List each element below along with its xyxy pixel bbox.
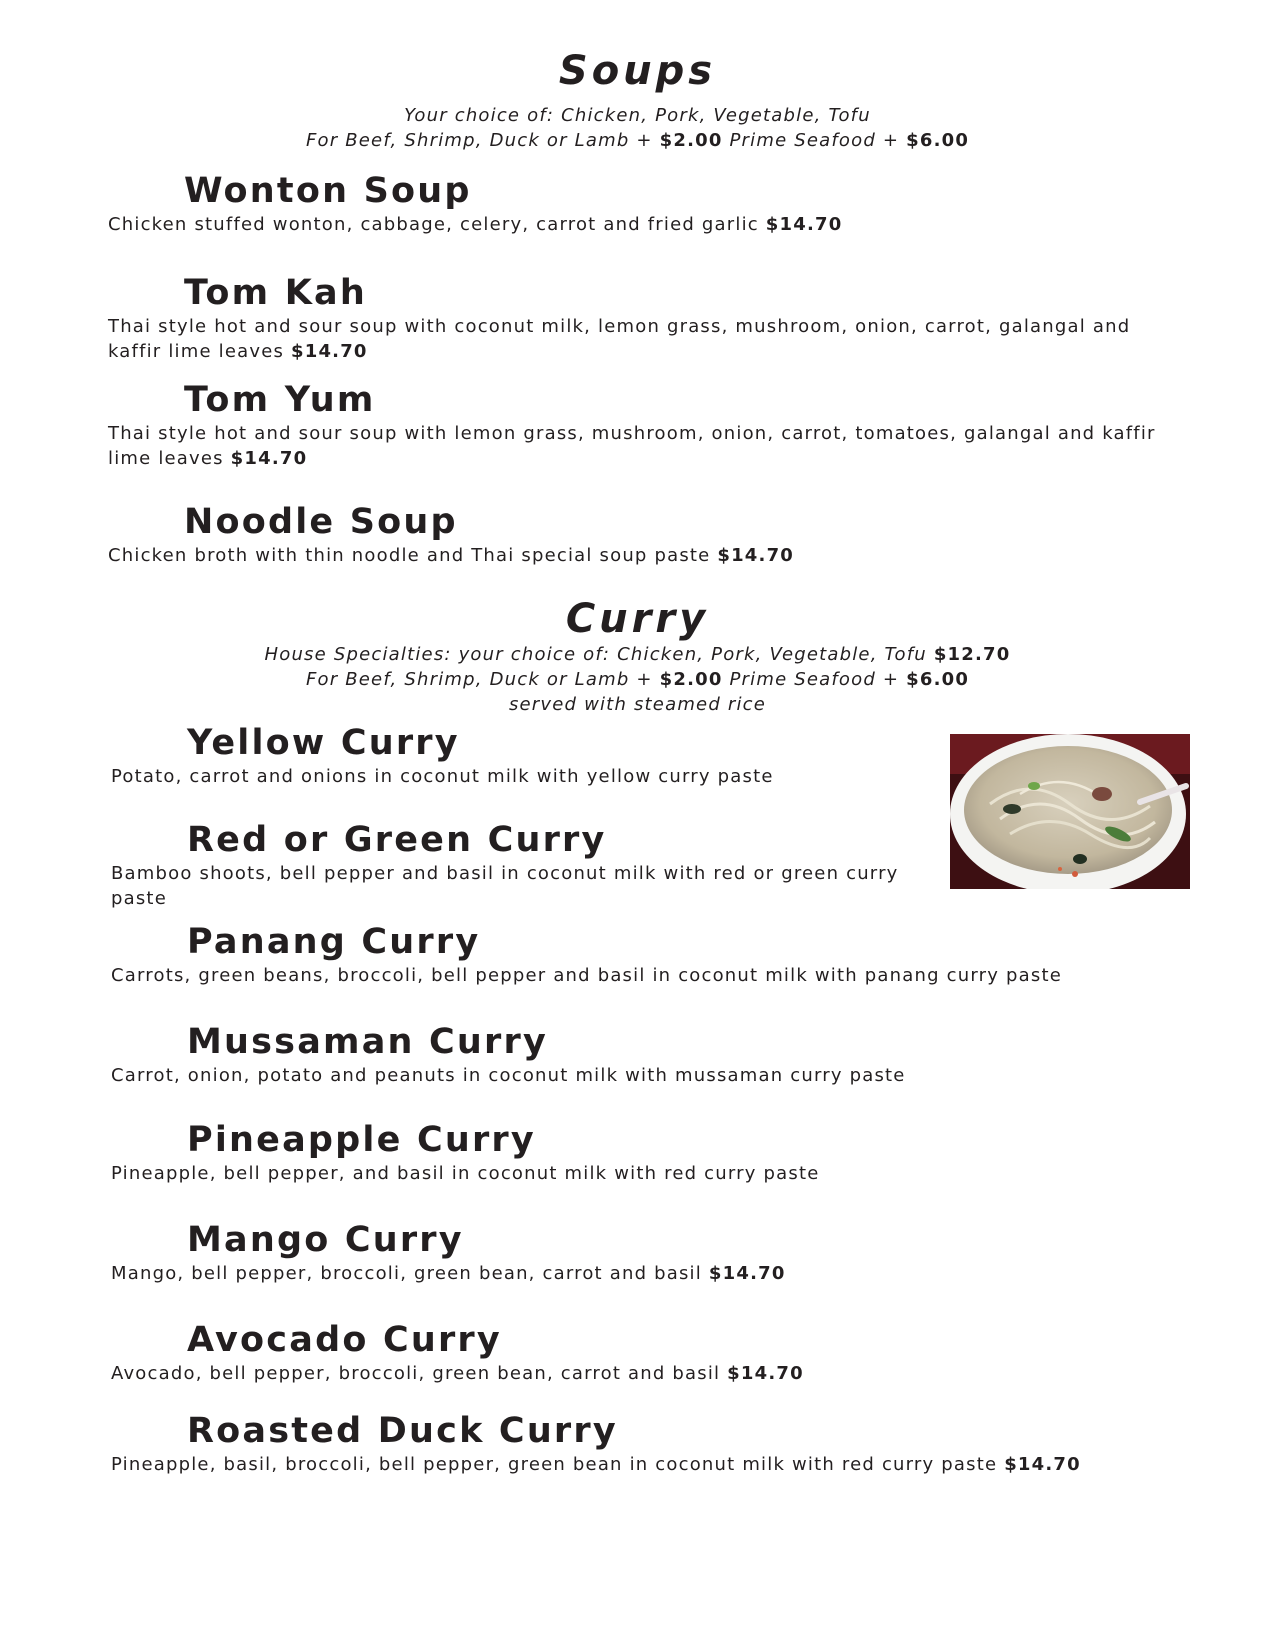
menu-item-description: Mango, bell pepper, broccoli, green bean, carrot and basil $14.70	[111, 1263, 786, 1284]
menu-item-name: Red or Green Curry	[187, 820, 607, 860]
menu-item-name: Yellow Curry	[187, 723, 460, 763]
menu-item-price: $14.70	[291, 341, 368, 362]
menu-item-description: Potato, carrot and onions in coconut milk with yellow curry paste	[111, 766, 774, 787]
soups-title: Soups	[558, 48, 717, 94]
curry-title: Curry	[565, 596, 710, 642]
menu-item-description: Pineapple, basil, broccoli, bell pepper, green bean in coconut milk with red curry paste $14.70	[111, 1454, 1081, 1475]
menu-item-price: $14.70	[727, 1363, 804, 1384]
menu-item-price: $14.70	[1004, 1454, 1081, 1475]
menu-item-description: Avocado, bell pepper, broccoli, green bean, carrot and basil $14.70	[111, 1363, 804, 1384]
menu-item-price: $14.70	[765, 214, 843, 235]
menu-item-price: $14.70	[717, 545, 795, 566]
menu-item-price: $14.70	[708, 1263, 786, 1284]
menu-item-price: $14.70	[230, 448, 308, 469]
menu-item-name: Mango Curry	[187, 1220, 464, 1260]
menu-item-description: Bamboo shoots, bell pepper and basil in coconut milk with red or green curry paste	[111, 863, 899, 909]
menu-item-description: Thai style hot and sour soup with lemon grass, mushroom, onion, carrot, tomatoes, galangal and kaffir lime leaves $14.70	[108, 423, 1156, 469]
menu-item-description: Thai style hot and sour soup with coconut milk, lemon grass, mushroom, onion, carrot, galangal and kaffir lime leaves $14.70	[108, 316, 1131, 362]
curry-intro-line-3: served with steamed rice	[508, 694, 767, 715]
menu-item-name: Tom Kah	[184, 273, 367, 313]
curry-intro-line-2: For Beef, Shrimp, Duck or Lamb + $2.00 Prime Seafood + $6.00	[305, 669, 970, 690]
menu-item-name: Pineapple Curry	[187, 1120, 536, 1160]
menu-item-name: Wonton Soup	[184, 171, 472, 211]
menu-item-name: Tom Yum	[184, 380, 376, 420]
menu-item-description: Carrots, green beans, broccoli, bell pepper and basil in coconut milk with panang curry paste	[111, 965, 1062, 986]
menu-item-description: Chicken stuffed wonton, cabbage, celery, carrot and fried garlic $14.70	[108, 214, 843, 235]
menu-item-description: Pineapple, bell pepper, and basil in coconut milk with red curry paste	[111, 1163, 820, 1184]
curry-photo	[950, 734, 1190, 889]
curry-intro-line-1: House Specialties: your choice of: Chicken, Pork, Vegetable, Tofu $12.70	[264, 644, 1011, 665]
menu-item-name: Avocado Curry	[187, 1320, 502, 1360]
soups-intro-line-2: For Beef, Shrimp, Duck or Lamb + $2.00 Prime Seafood + $6.00	[305, 130, 970, 151]
menu-item-description: Carrot, onion, potato and peanuts in coconut milk with mussaman curry paste	[111, 1065, 906, 1086]
menu-item-description: Chicken broth with thin noodle and Thai special soup paste $14.70	[108, 545, 795, 566]
soups-intro-line-1: Your choice of: Chicken, Pork, Vegetable, Tofu	[404, 105, 871, 126]
menu-item-name: Mussaman Curry	[187, 1022, 548, 1062]
menu-item-name: Noodle Soup	[184, 502, 458, 542]
menu-item-name: Panang Curry	[187, 922, 481, 962]
menu-item-name: Roasted Duck Curry	[187, 1411, 618, 1451]
